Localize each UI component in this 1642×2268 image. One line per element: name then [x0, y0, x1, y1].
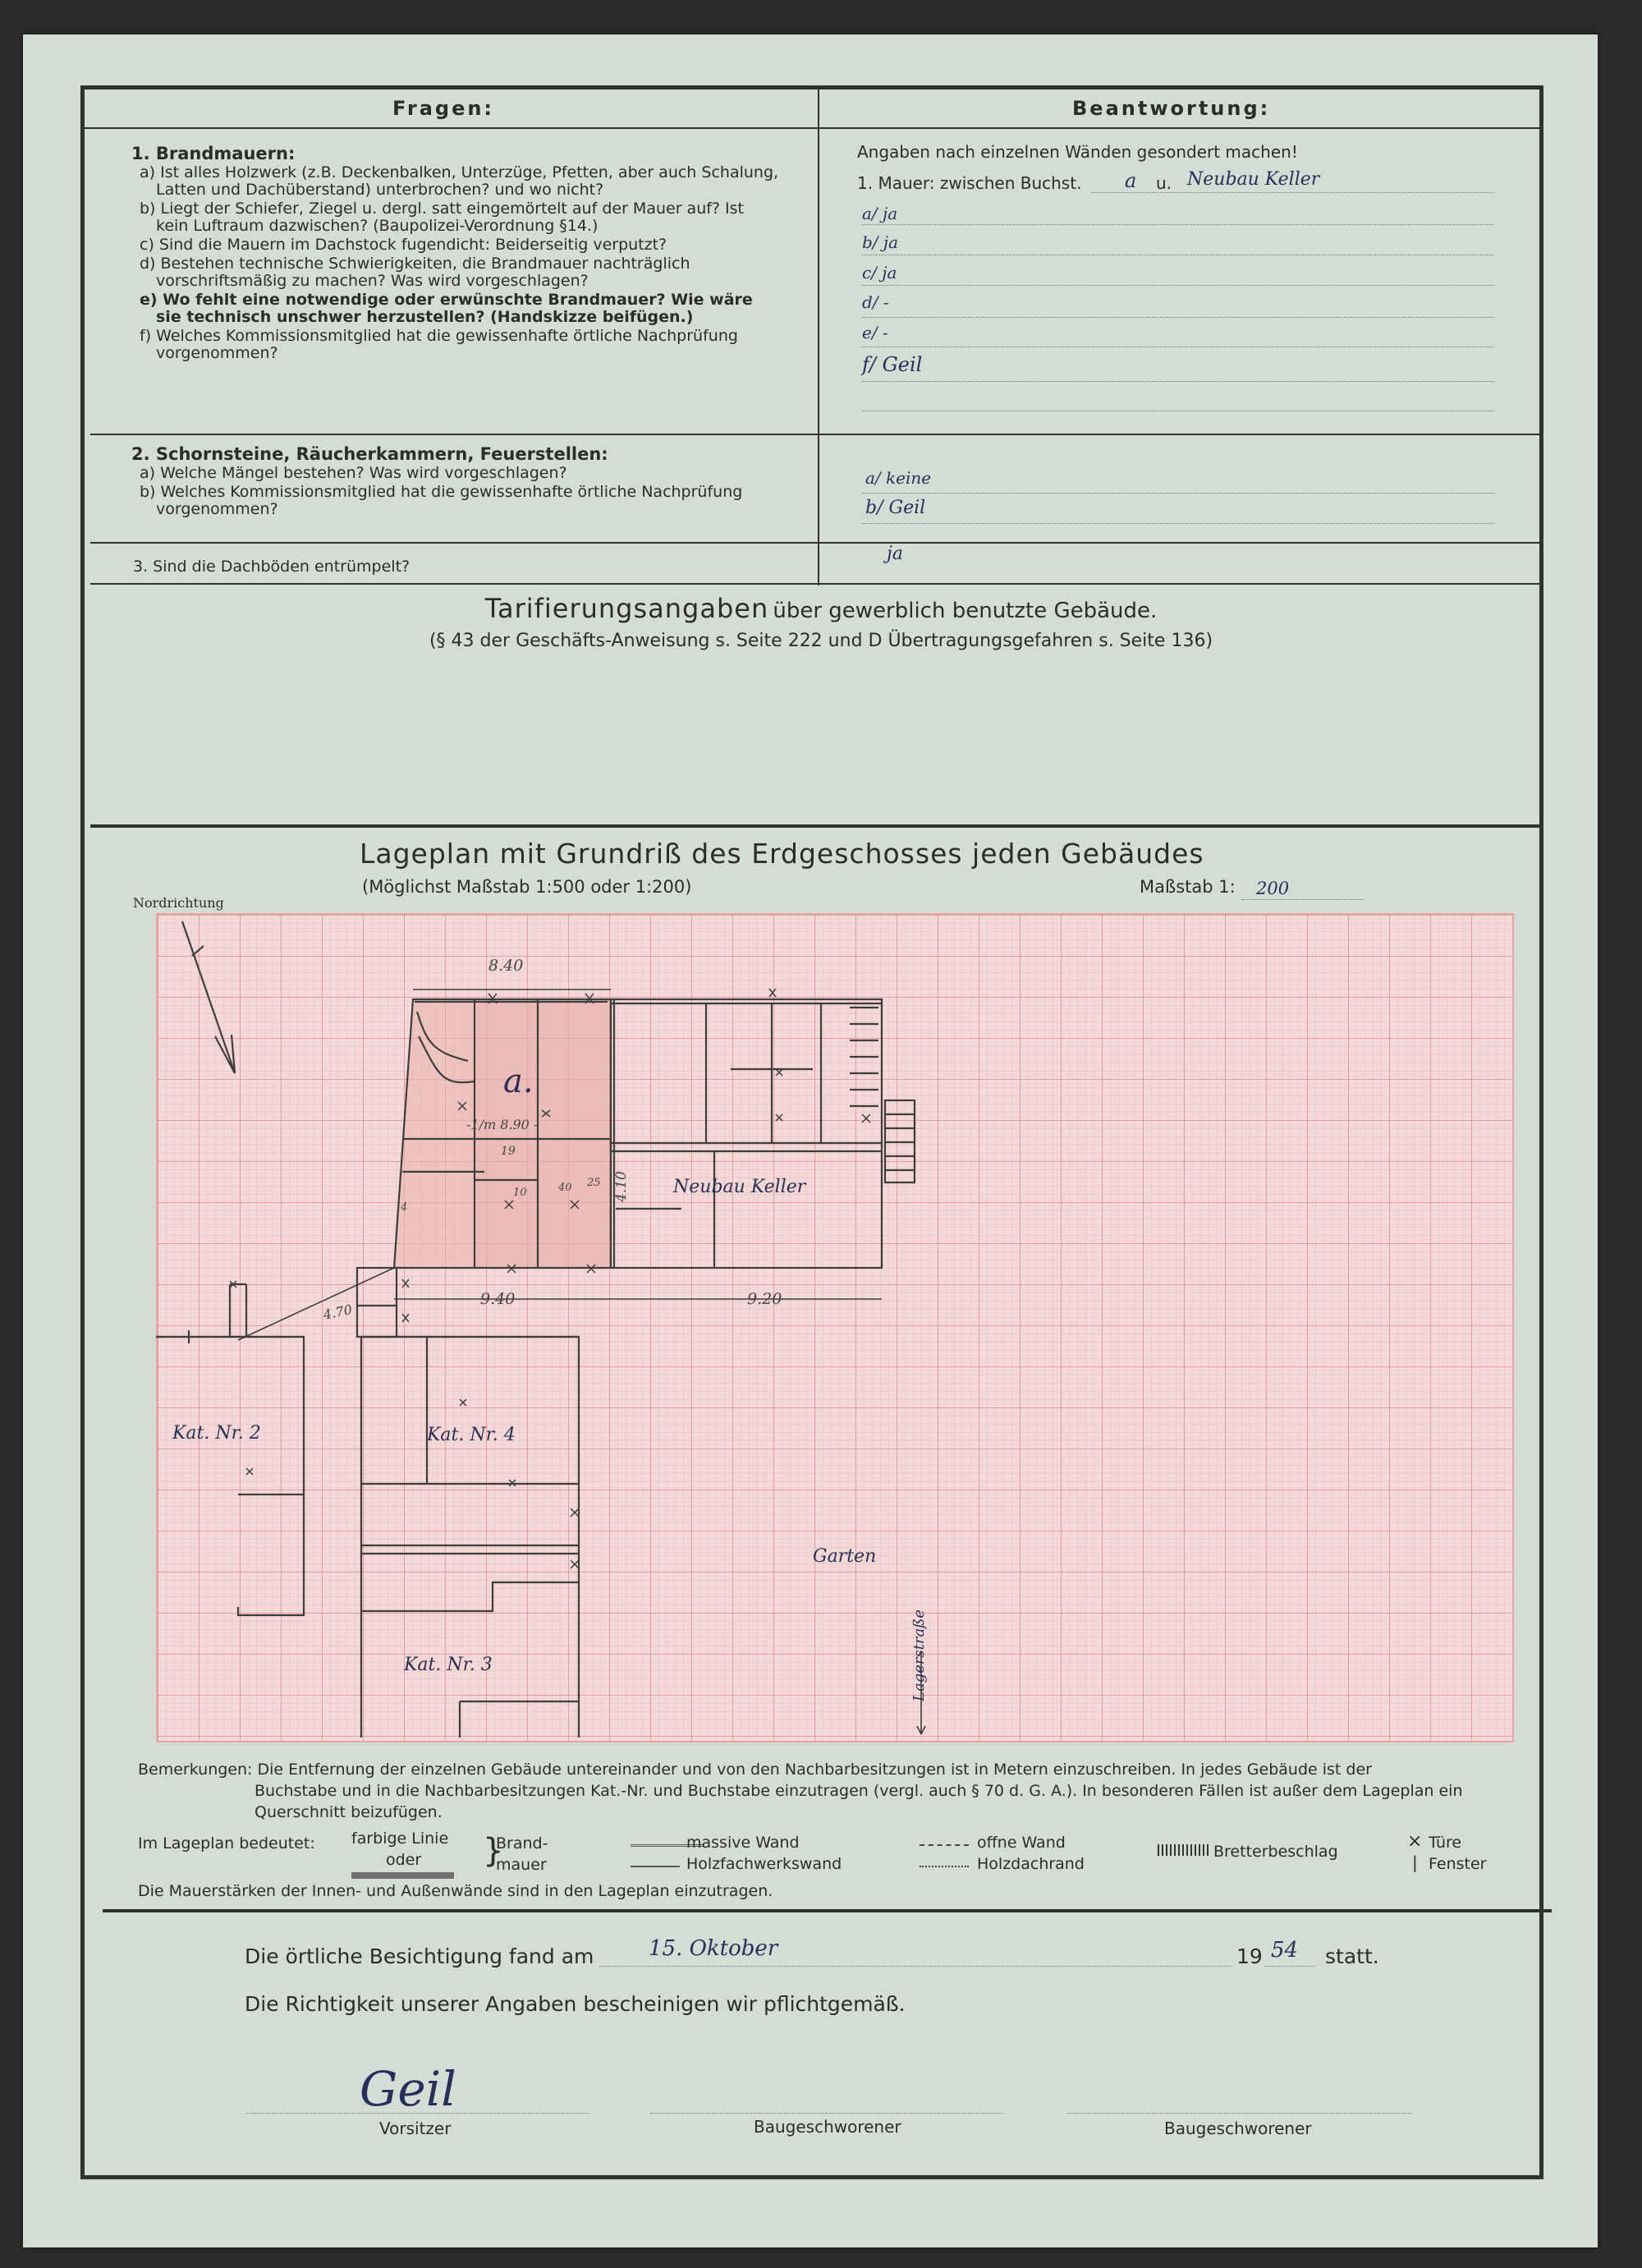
- legend-offne: offne Wand: [977, 1834, 1066, 1852]
- q3-title: 3. Sind die Dachböden entrümpelt?: [133, 558, 410, 576]
- remarks-line2: Buchstabe und in die Nachbarbesitzungen Kat.-Nr. und Buchstabe einzutragen (vergl. auch § 70 d. G. A.). In besonderen Fällen ist außer dem Lageplan ein: [255, 1782, 1463, 1800]
- q1-mauer-and: u.: [1156, 173, 1172, 193]
- footer-top-rule: [103, 1909, 1552, 1912]
- tarif-title-row: [0, 593, 1642, 624]
- building-a-shade-core: [475, 999, 611, 1268]
- q1-f: f) Welches Kommissionsmitglied hat die gewissenhafte örtliche Nachprüfung vorgenommen?: [140, 327, 738, 362]
- remarks-line1: Bemerkungen: Die Entfernung der einzelnen Gebäude untereinander und von den Nachbarbesitzungen ist in Metern einzuschreiben. In jedes Gebäude ist der: [138, 1761, 1372, 1779]
- signature-vorsitzer: Geil: [360, 2061, 456, 2117]
- q1-d: d) Bestehen technische Schwierigkeiten, die Brandmauer nachträglich vorschriftsmäßig zu machen? Was wird vorgeschlagen?: [140, 255, 690, 290]
- q1-answer-f: f/ Geil: [862, 353, 923, 376]
- q1-c: c) Sind die Mauern im Dachstock fugendicht: Beiderseitig verputzt?: [140, 236, 667, 254]
- q1-answer-c: c/ ja: [862, 263, 897, 282]
- kat2-outline: [156, 1284, 304, 1615]
- q1-mauer-label: 1. Mauer: zwischen Buchst.: [857, 173, 1082, 193]
- neubau-keller-outline: [611, 999, 915, 1268]
- answer-line: [862, 285, 1494, 286]
- legend-farbige: farbige Linie: [351, 1830, 449, 1848]
- q1-answer-e: e/ -: [862, 323, 888, 342]
- legend-holzfach-line: [631, 1866, 680, 1867]
- legend-tuere-icon: ×: [1407, 1831, 1423, 1852]
- q1-title: 1. Brandmauern:: [131, 144, 296, 163]
- q1-answer-intro: Angaben nach einzelnen Wänden gesondert machen!: [857, 142, 1298, 162]
- scale-label: Maßstab 1:: [1140, 877, 1236, 897]
- dim-bottom-right: 9.20: [747, 1290, 782, 1308]
- legend-red-swatch: [351, 1872, 454, 1879]
- column-divider: [818, 89, 819, 585]
- dim-inner: -1/m 8.90 -: [466, 1117, 539, 1132]
- q2-answer-b: b/ Geil: [865, 498, 926, 518]
- answer-line: [862, 317, 1494, 318]
- legend-brace: }: [483, 1832, 504, 1870]
- answer-line: [1092, 192, 1494, 193]
- year-prefix: 19: [1236, 1944, 1263, 1968]
- lageplan-drawing: [156, 913, 1511, 1739]
- q2-block: [131, 446, 780, 518]
- tarif-bottom-rule: [90, 824, 1539, 828]
- legend-fenster: Fenster: [1429, 1855, 1487, 1873]
- tarif-title-rest: über gewerblich benutzte Gebäude.: [773, 599, 1158, 623]
- dim-19: 19: [501, 1145, 516, 1158]
- signature-line-3: [1067, 2113, 1412, 2114]
- q2-b: b) Welches Kommissionsmitglied hat die gewissenhafte örtliche Nachprüfung vorgenommen?: [140, 483, 743, 518]
- dim-top: 8.40: [488, 957, 524, 975]
- q3-bottom-rule: [90, 583, 1539, 585]
- dim-25: 25: [587, 1177, 601, 1189]
- legend-holzdach: Holzdachrand: [977, 1855, 1085, 1873]
- scale-value: 200: [1256, 879, 1290, 898]
- date-line: [599, 1966, 1232, 1967]
- year-suffix: 54: [1271, 1938, 1299, 1963]
- north-arrow-icon: [182, 921, 235, 1073]
- q1-b: b) Liegt der Schiefer, Ziegel u. dergl. satt eingemörtelt auf der Mauer auf? Ist kein Luftraum dazwischen? (Baupolizei-Verordnung §14.): [140, 200, 744, 235]
- q2-bottom-rule: [90, 542, 1539, 544]
- legend-fenster-icon: |: [1412, 1853, 1418, 1872]
- north-label: Nordrichtung: [133, 895, 224, 911]
- label-garten: Garten: [813, 1546, 877, 1567]
- besichtigung-date: 15. Oktober: [649, 1936, 778, 1961]
- legend-massive: massive Wand: [686, 1834, 800, 1852]
- q2-answer-a: a/ keine: [865, 468, 932, 488]
- header-beantwortung: Beantwortung:: [1072, 97, 1271, 120]
- vorsitzer-label: Vorsitzer: [379, 2119, 452, 2138]
- lageplan-subtitle: (Möglichst Maßstab 1:500 oder 1:200): [362, 877, 692, 897]
- scale-line: [1241, 899, 1365, 900]
- header-fragen: Fragen:: [392, 97, 495, 120]
- legend-tuere: Türe: [1429, 1834, 1462, 1852]
- dim-10: 10: [513, 1187, 527, 1199]
- legend-bretter: Bretterbeschlag: [1213, 1843, 1338, 1861]
- baugeschworener-label-2: Baugeschworener: [1164, 2119, 1312, 2138]
- dim-diag: 4.70: [321, 1301, 354, 1323]
- tarif-subtitle: (§ 43 der Geschäfts-Anweisung s. Seite 222 und D Übertragungsgefahren s. Seite 136): [429, 631, 1213, 651]
- richtigkeit-label: Die Richtigkeit unserer Angaben bescheinigen wir pflichtgemäß.: [245, 1992, 906, 2016]
- lageplan-title: Lageplan mit Grundriß des Erdgeschosses jeden Gebäudes: [360, 838, 1204, 870]
- q2-a: a) Welche Mängel bestehen? Was wird vorgeschlagen?: [140, 464, 567, 482]
- baugeschworener-label-1: Baugeschworener: [754, 2117, 901, 2137]
- statt-label: statt.: [1325, 1944, 1379, 1968]
- dim-bottom-left: 9.40: [480, 1290, 516, 1308]
- q1-a: a) Ist alles Holzwerk (z.B. Deckenbalken, Unterzüge, Pfetten, aber auch Schalung, Latten und Dachüberstand) unterbrochen? und wo nicht?: [140, 163, 779, 199]
- label-strasse: Lagerstraße: [910, 1609, 928, 1701]
- legend-mauerstaerken: Die Mauerstärken der Innen- und Außenwände sind in den Lageplan einzutragen.: [138, 1882, 773, 1900]
- label-neubau: Neubau Keller: [673, 1177, 806, 1197]
- tarif-title: Tarifierungsangaben: [484, 593, 769, 624]
- legend-bretter-swatch: [1158, 1844, 1210, 1856]
- q2-title: 2. Schornsteine, Räucherkammern, Feuerstellen:: [131, 444, 608, 464]
- dim-side: 4.10: [613, 1171, 630, 1202]
- q1-answer-d: d/ -: [862, 292, 889, 312]
- dim-4: 4: [401, 1201, 408, 1214]
- legend-brand2: mauer: [496, 1856, 547, 1874]
- signature-line-2: [650, 2113, 1003, 2114]
- q1-answer-a: a/ ja: [862, 204, 898, 223]
- label-building-a: a.: [503, 1063, 534, 1100]
- header-bottom-rule: [85, 127, 1539, 129]
- legend-holzfach: Holzfachwerkswand: [686, 1855, 842, 1873]
- legend-offne-line: [920, 1844, 969, 1846]
- q3-answer: ja: [887, 544, 903, 564]
- label-kat2: Kat. Nr. 2: [172, 1423, 261, 1444]
- year-line: [1264, 1966, 1315, 1967]
- signature-line-1: [246, 2113, 589, 2114]
- legend-intro: Im Lageplan bedeutet:: [138, 1834, 315, 1853]
- legend-holzdach-line: [920, 1866, 969, 1867]
- answer-line: [862, 224, 1494, 225]
- answer-line: [862, 381, 1494, 382]
- building-a-shade: [394, 999, 475, 1268]
- answer-line: [862, 493, 1494, 494]
- remarks-line3: Querschnitt beizufügen.: [255, 1803, 443, 1821]
- label-kat4: Kat. Nr. 4: [427, 1425, 516, 1445]
- q1-mauer-letter: a: [1125, 169, 1137, 192]
- legend-oder: oder: [386, 1851, 422, 1869]
- q1-mauer-other: Neubau Keller: [1187, 169, 1320, 190]
- q1-bottom-rule: [90, 434, 1539, 435]
- q1-e: e) Wo fehlt eine notwendige oder erwünschte Brandmauer? Wie wäre sie technisch unschwer herzustellen? (Handskizze beifügen.): [140, 291, 753, 326]
- label-kat3: Kat. Nr. 3: [404, 1655, 493, 1675]
- q1-answer-b: b/ ja: [862, 232, 899, 252]
- besichtigung-label: Die örtliche Besichtigung fand am: [245, 1944, 594, 1968]
- q1-block: [131, 145, 780, 362]
- answer-line: [862, 523, 1494, 524]
- legend-brand1: Brand-: [496, 1834, 548, 1853]
- dim-40: 40: [558, 1182, 572, 1194]
